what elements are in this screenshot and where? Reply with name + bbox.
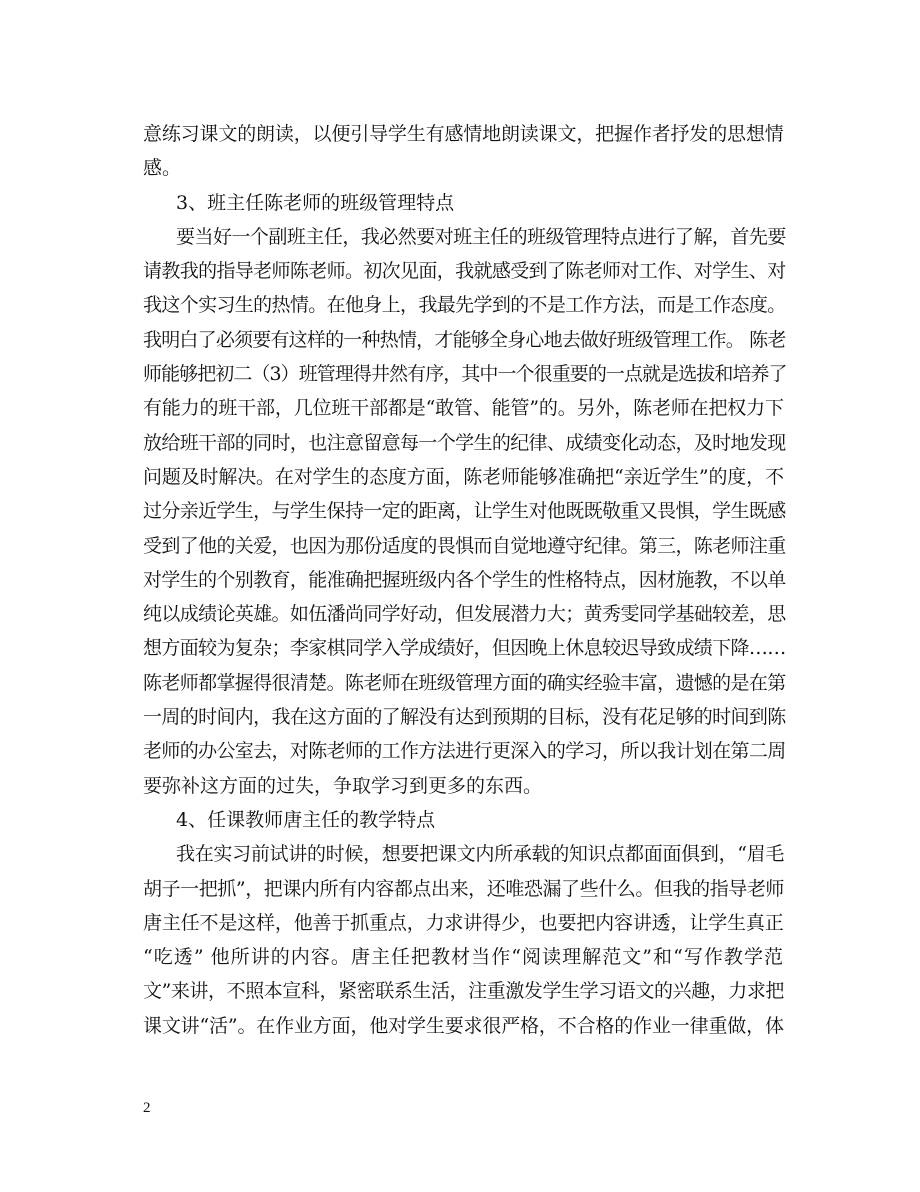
text-line: 我明白了必须要有这样的一种热情，才能够全身心地去做好班级管理工作。 陈老: [143, 328, 786, 351]
text-line: 要当好一个副班主任，我必然要对班主任的班级管理特点进行了解，首先要: [176, 225, 786, 248]
text-line: 陈老师都掌握得很清楚。陈老师在班级管理方面的确实经验丰富，遗憾的是在第: [143, 671, 786, 694]
text-line: 胡子一把抓”，把课内所有内容都点出来，还唯恐漏了些什么。但我的指导老师: [143, 877, 785, 900]
text-line: 唐主任不是这样，他善于抓重点，力求讲得少，也要把内容讲透，让学生真正: [143, 911, 784, 934]
text-line: 文”来讲，不照本宣科，紧密联系生活，注重激发学生学习语文的兴趣，力求把: [143, 980, 785, 1003]
text-line: 课文讲“活”。在作业方面，他对学生要求很严格，不合格的作业一律重做，体: [143, 1014, 784, 1037]
text-line: 受到了他的关爱，也因为那份适度的畏惧而自觉地遵守纪律。第三，陈老师注重: [143, 534, 786, 557]
text-line: 我在实习前试讲的时候，想要把课文内所承载的知识点都面面俱到，“眉毛: [176, 843, 785, 866]
text-line: “吃透” 他所讲的内容。唐主任把教材当作“阅读理解范文”和“写作教学范: [143, 946, 783, 969]
text-line: 意练习课文的朗读，以便引导学生有感情地朗读课文，把握作者抒发的思想情: [143, 123, 784, 145]
text-line: 有能力的班干部，几位班干部都是“敢管、能管”的。另外，陈老师在把权力下: [143, 397, 784, 420]
page-number: 2: [143, 1100, 151, 1116]
text-line: 3、班主任陈老师的班级管理特点: [176, 191, 455, 214]
text-line: 要弥补这方面的过失，争取学习到更多的东西。: [143, 774, 543, 797]
text-line: 想方面较为复杂；李家棋同学入学成绩好，但因晚上休息较迟导致成绩下降……: [143, 637, 786, 660]
text-line: 纯以成绩论英雄。如伍潘尚同学好动，但发展潜力大；黄秀雯同学基础较差，思: [143, 603, 786, 626]
text-line: 请教我的指导老师陈老师。初次见面，我就感受到了陈老师对工作、对学生、对: [143, 260, 786, 283]
text-line: 一周的时间内，我在这方面的了解没有达到预期的目标，没有花足够的时间到陈: [143, 706, 786, 729]
text-line: 老师的办公室去，对陈老师的工作方法进行更深入的学习，所以我计划在第二周: [143, 740, 786, 763]
text-line: 过分亲近学生，与学生保持一定的距离，让学生对他既既敬重又畏惧，学生既感: [143, 500, 786, 523]
text-line: 感。: [143, 157, 182, 180]
text-line: 师能够把初二（3）班管理得井然有序，其中一个很重要的一点就是选拔和培养了: [143, 363, 787, 386]
text-line: 4、任课教师唐主任的教学特点: [176, 808, 436, 831]
document-body: [143, 117, 787, 1043]
text-line: 放给班干部的同时，也注意留意每一个学生的纪律、成绩变化动态，及时地发现: [143, 431, 786, 454]
text-line: 我这个实习生的热情。在他身上，我最先学到的不是工作方法，而是工作态度。: [143, 294, 786, 317]
text-line: 对学生的个别教育，能准确把握班级内各个学生的性格特点，因材施教，不以单: [143, 568, 786, 591]
text-line: 问题及时解决。在对学生的态度方面，陈老师能够准确把“亲近学生”的度，不: [143, 465, 784, 488]
